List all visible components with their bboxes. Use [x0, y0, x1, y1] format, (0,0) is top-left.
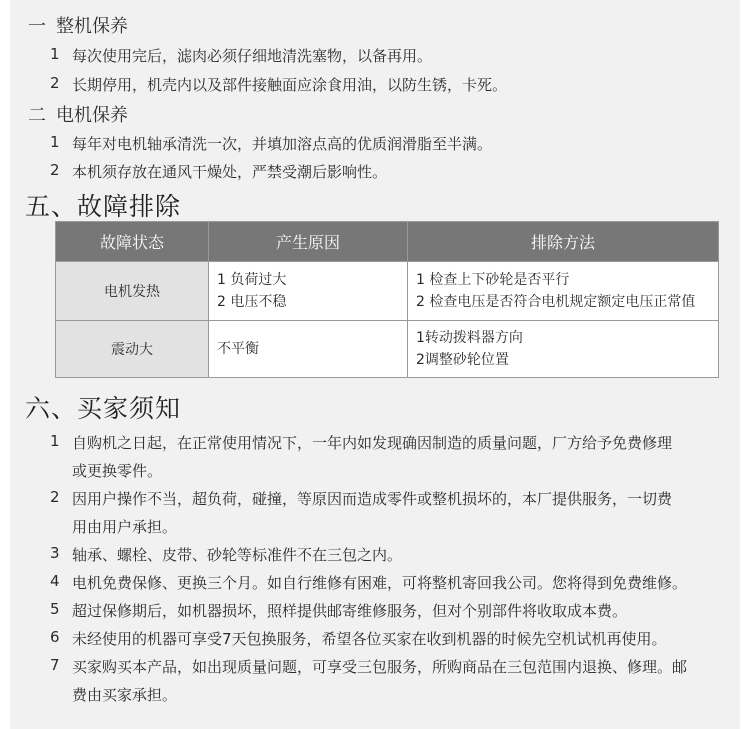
list-item-continuation: 费由买家承担。	[72, 686, 178, 704]
fault-cause-cell: 1 负荷过大 2 电压不稳	[209, 262, 408, 321]
subsection-heading-whole-machine: 一 整机保养	[28, 16, 128, 37]
fault-state-cell: 震动大	[56, 321, 209, 378]
list-item: 7 买家购买本产品，如出现质量问题，可享受三包服务，所购商品在三包范围内退换、修理。邮	[50, 656, 688, 676]
subsection-title: 整机保养	[56, 16, 128, 37]
table-row	[56, 262, 719, 321]
table-row	[56, 321, 719, 378]
column-header-state: 故障状态	[56, 222, 209, 262]
list-item: 5 超过保修期后，如机器损坏，照样提供邮寄维修服务，但对个别部件将收取成本费。	[50, 600, 628, 620]
list-item: 3 轴承、螺栓、皮带、砂轮等标准件不在三包之内。	[50, 544, 403, 564]
list-item: 1 每年对电机轴承清洗一次，并填加溶点高的优质润滑脂至半满。	[50, 133, 493, 153]
fault-cause-cell: 不平衡	[209, 321, 408, 378]
list-item: 4 电机免费保修、更换三个月。如自行维修有困难，可将整机寄回我公司。您将得到免费维修。	[50, 572, 688, 592]
troubleshooting-table	[55, 221, 719, 378]
subsection-heading-motor: 二 电机保养	[28, 105, 128, 126]
fault-solution-cell: 1转动拨料器方向 2调整砂轮位置	[408, 321, 719, 378]
list-item: 2 因用户操作不当，超负荷，碰撞，等原因而造成零件或整机损坏的，本厂提供服务，一切费	[50, 488, 673, 508]
list-item: 2 长期停用，机壳内以及部件接触面应涂食用油，以防生锈，卡死。	[50, 74, 508, 94]
list-item-continuation: 用由用户承担。	[72, 518, 178, 536]
fault-state-cell: 电机发热	[56, 262, 209, 321]
list-item: 6 未经使用的机器可享受7天包换服务，希望各位买家在收到机器的时候先空机试机再使用。	[50, 628, 667, 648]
subsection-title: 电机保养	[56, 105, 128, 126]
list-item: 1 自购机之日起，在正常使用情况下，一年内如发现确因制造的质量问题，厂方给予免费修理	[50, 432, 673, 452]
section-title-buyer-notice: 六、买家须知	[25, 394, 182, 423]
fault-solution-cell: 1 检查上下砂轮是否平行 2 检查电压是否符合电机规定额定电压正常值	[408, 262, 719, 321]
list-item: 1 每次使用完后，滤肉必须仔细地清洗塞物，以备再用。	[50, 45, 433, 65]
manual-page	[10, 0, 740, 729]
column-header-cause: 产生原因	[209, 222, 408, 262]
list-item: 2 本机须存放在通风干燥处，严禁受潮后影响性。	[50, 161, 388, 181]
list-item-continuation: 或更换零件。	[72, 462, 163, 480]
column-header-solution: 排除方法	[408, 222, 719, 262]
table-header-row	[56, 222, 719, 262]
section-title-troubleshooting: 五、故障排除	[25, 192, 182, 221]
